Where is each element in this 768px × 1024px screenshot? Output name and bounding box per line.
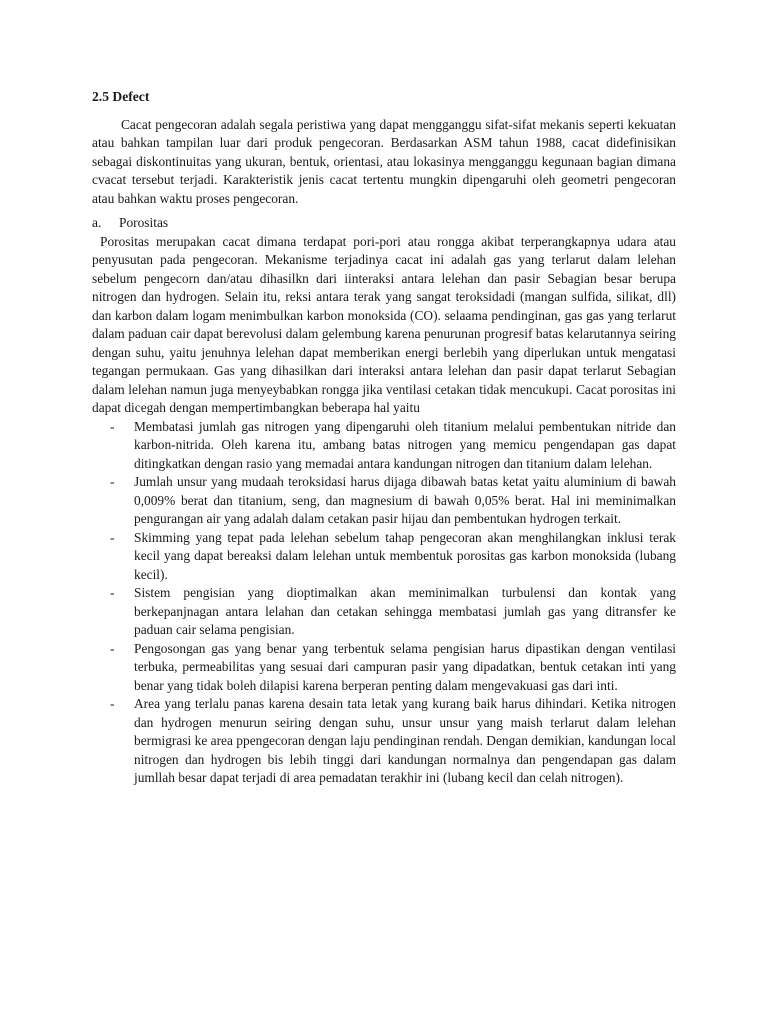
list-item: [92, 473, 676, 529]
list-item-text: Pengosongan gas yang benar yang terbentuk selama pengisian harus dipastikan dengan ventilasi terbuka, permeabilitas yang sesuai dari campuran pasir yang dipadatkan, bentuk cetakan inti yang benar yang tidak boleh dilapisi karena berperan penting dalam mengevakuasi gas dari inti.: [134, 640, 676, 693]
subsection-heading: [92, 214, 676, 233]
bullet-marker: -: [110, 585, 115, 600]
list-item-text: Area yang terlalu panas karena desain tata letak yang kurang baik harus dihindari. Ketika nitrogen dan hydrogen menurun seiring dengan suhu, unsur unsur yang maish terlarut dalam lelehan bermigrasi ke area ppengecoran dengan laju pendinginan rendah. Dengan demikian, kandungan local nitrogen dan hydrogen bis lebih tinggi dari kandungan normalnya dan pengendapan gas dalam jumllah besar dapat terjadi di area pemadatan terakhir ini (lubang kecil dan celah nitrogen).: [134, 696, 676, 785]
bullet-marker: -: [110, 474, 115, 489]
bullet-marker: -: [110, 418, 115, 434]
list-item-text: Skimming yang tepat pada lelehan sebelum tahap pengecoran akan menghilangkan inklusi terak kecil yang dapat bereaksi dalam lelehan untuk membentuk porositas gas karbon monoksida (lubang kecil).: [134, 529, 676, 582]
list-item: [92, 640, 676, 696]
intro-paragraph: Cacat pengecoran adalah segala peristiwa yang dapat mengganggu sifat-sifat mekanis seperti kekuatan atau bahkan tampilan luar dari produk pengecoran. Berdasarkan ASM tahun 1988, cacat didefinisikan sebagai diskontinuitas yang ukuran, bentuk, orientasi, atau lokasinya mengganggu kegunaan bagian dimana cvacat tersebut terjadi. Karakteristik jenis cacat tertentu mungkin dipengaruhi oleh geometri pengecoran atau bahkan waktu proses pengecoran.: [92, 116, 676, 206]
bullet-marker: -: [110, 696, 115, 711]
document-page: [92, 88, 676, 788]
list-item-text: Membatasi jumlah gas nitrogen yang dipengaruhi oleh titanium melalui pembentukan nitride dan karbon-nitrida. Oleh karena itu, ambang batas nitrogen yang memicu pengendapan gas dapat ditingkatkan dengan rasio yang memadai antara kandungan nitrogen dan titanium dalam lelehan.: [134, 418, 676, 471]
section-heading: 2.5 Defect: [92, 89, 150, 104]
list-item: [92, 584, 676, 640]
bullet-marker: -: [110, 529, 115, 545]
subsection-marker: a.: [92, 215, 102, 230]
porositas-paragraph: Porositas merupakan cacat dimana terdapat pori-pori atau rongga akibat terperangkapnya udara atau penyusutan pada pengecoran. Mekanisme terjadinya cacat ini adalah gas yang terlarut dalam lelehan sebelum pengecorn dan/atau dihasilkn dari iinteraksi antara lelehan dan pasir Sebagian besar berupa nitrogen dan hydrogen. Selain itu, reksi antara terak yang sangat teroksidadi (mangan sulfida, silikat, dll) dan karbon dalam logam menimbulkan karbon monoksida (CO). selaama pendinginan, gas gas yang terlarut dalam paduan cair dapat berevolusi dalam gelembung karena penurunan progresif batas kelarutannya seiring dengan suhu, yaitu jenuhnya lelehan dapat memberikan energi berlebih yang diperlukan untuk mengatasi tegangan permukaan. Gas yang dihasilkan dari interaksi antara lelehan dan pasir dapat terlarut Sebagian dalam lelehan namun juga menyeybabkan rongga jika ventilasi cetakan tidak mencukupi. Cacat porositas ini dapat dicegah dengan mempertimbangkan beberapa hal yaitu: [92, 233, 676, 415]
list-item: [92, 418, 676, 474]
list-item: [92, 529, 676, 585]
subsection-title: Porositas: [119, 215, 169, 230]
list-item-text: Sistem pengisian yang dioptimalkan akan meminimalkan turbulensi dan kontak yang berkepanjnagan antara lelahan dan cetakan sehingga membatasi jumlah gas yang ditransfer ke paduan cair selama pengisian.: [134, 585, 676, 637]
prevention-list: [92, 418, 676, 788]
list-item-text: Jumlah unsur yang mudaah teroksidasi harus dijaga dibawah batas ketat yaitu aluminium di bawah 0,009% berat dan titanium, seng, dan magnesium di bawah 0,05% berat. Hal ini meminimalkan pengurangan air yang adalah dalam cetakan pasir hijau dan pembentukan hydrogen terkait.: [134, 474, 676, 526]
list-item: [92, 695, 676, 788]
bullet-marker: -: [110, 640, 115, 656]
